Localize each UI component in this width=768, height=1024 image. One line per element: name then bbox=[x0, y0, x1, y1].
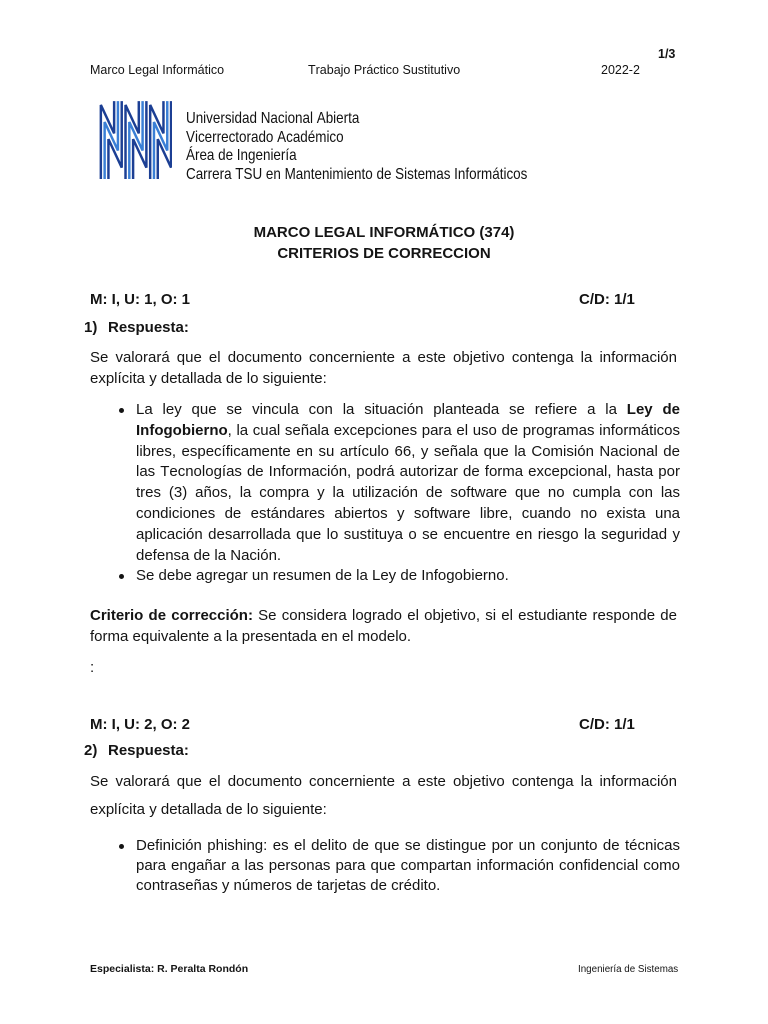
bullet-text: La ley que se vincula con la situación planteada se refiere a la bbox=[136, 401, 627, 418]
footer-specialist: Especialista: R. Peralta Rondón bbox=[90, 963, 249, 975]
list-item bbox=[118, 836, 680, 896]
institution-career: Carrera TSU en Mantenimiento de Sistemas Informáticos bbox=[186, 166, 528, 184]
section-2-heading-row bbox=[0, 741, 768, 762]
stray-note: : bbox=[90, 659, 95, 676]
header-course: Marco Legal Informático bbox=[90, 63, 225, 77]
section-1-heading-row bbox=[0, 318, 768, 339]
bullet-icon bbox=[119, 844, 124, 849]
bullet-icon bbox=[119, 574, 124, 579]
institution-vicerectorate: Vicerrectorado Académico bbox=[186, 128, 344, 146]
section-cd: C/D: 1/1 bbox=[579, 716, 635, 733]
institution-block bbox=[186, 110, 527, 185]
bullet-text: Definición phishing: es el delito de que se distingue por un conjunto de técnicas para engañar a las personas para que compartan información confidencial como contraseñas y números de tarjetas de crédito. bbox=[136, 837, 680, 894]
header-assignment: Trabajo Práctico Sustitutivo bbox=[308, 63, 461, 77]
institution-area: Área de Ingeniería bbox=[186, 147, 297, 165]
university-logo-icon bbox=[98, 99, 172, 183]
section-2-meta-row bbox=[0, 715, 768, 736]
title-line-2: CRITERIOS DE CORRECCION bbox=[277, 245, 491, 262]
section-heading: Respuesta: bbox=[108, 742, 189, 759]
bullet-text: Se debe agregar un resumen de la Ley de Infogobierno. bbox=[136, 567, 509, 585]
bullet-list bbox=[118, 836, 680, 896]
logo-glyph-3 bbox=[150, 101, 171, 179]
footer-department: Ingeniería de Sistemas bbox=[578, 964, 679, 975]
criterion-label: Criterio de corrección: bbox=[90, 607, 253, 624]
section-intro: Se valorará que el documento concerniente a este objetivo contenga la información explícita y detallada de lo siguiente: bbox=[90, 773, 677, 818]
section-number: 1) bbox=[84, 319, 98, 336]
criterion-text: Se considera logrado el objetivo, si el estudiante responde de forma equivalente a la presentada en el modelo. bbox=[90, 607, 677, 645]
header-period: 2022-2 bbox=[601, 63, 640, 77]
logo-glyph-1 bbox=[101, 101, 122, 179]
bullet-icon bbox=[119, 408, 124, 413]
section-heading: Respuesta: bbox=[108, 319, 189, 336]
section-cd: C/D: 1/1 bbox=[579, 291, 635, 308]
section-meta: M: I, U: 2, O: 2 bbox=[90, 716, 191, 733]
document-title bbox=[0, 222, 768, 264]
bullet-list bbox=[118, 400, 680, 587]
section-intro: Se valorará que el documento concerniente a este objetivo contenga la información explícita y detallada de lo siguiente: bbox=[90, 349, 677, 387]
bullet-text: , la cual señala excepciones para el uso de programas informáticos libres, específicamente en su artículo 66, y señala que la Comisión Nacional de las Tecnologías de Información, podrá autorizar de forma excepcional, hasta por tres (3) años, la compra y la utilización de software que no cumpla con las condiciones de estándares abiertos y software libre, cuando no exista una aplicación desarrollada que lo sustituya o se encuentre en riesgo la seguridad y defensa de la Nación. bbox=[136, 421, 680, 564]
criterion-paragraph bbox=[90, 606, 677, 648]
list-item bbox=[118, 566, 680, 587]
section-1-meta-row bbox=[0, 290, 768, 311]
title-line-1: MARCO LEGAL INFORMÁTICO (374) bbox=[253, 224, 515, 241]
law-name: Ley de Infogobierno bbox=[136, 401, 680, 439]
page-number: 1/3 bbox=[658, 47, 676, 61]
logo-glyph-2 bbox=[126, 101, 147, 179]
section-meta: M: I, U: 1, O: 1 bbox=[90, 291, 191, 308]
institution-name: Universidad Nacional Abierta bbox=[186, 110, 360, 127]
list-item bbox=[118, 400, 680, 566]
section-number: 2) bbox=[84, 742, 98, 759]
